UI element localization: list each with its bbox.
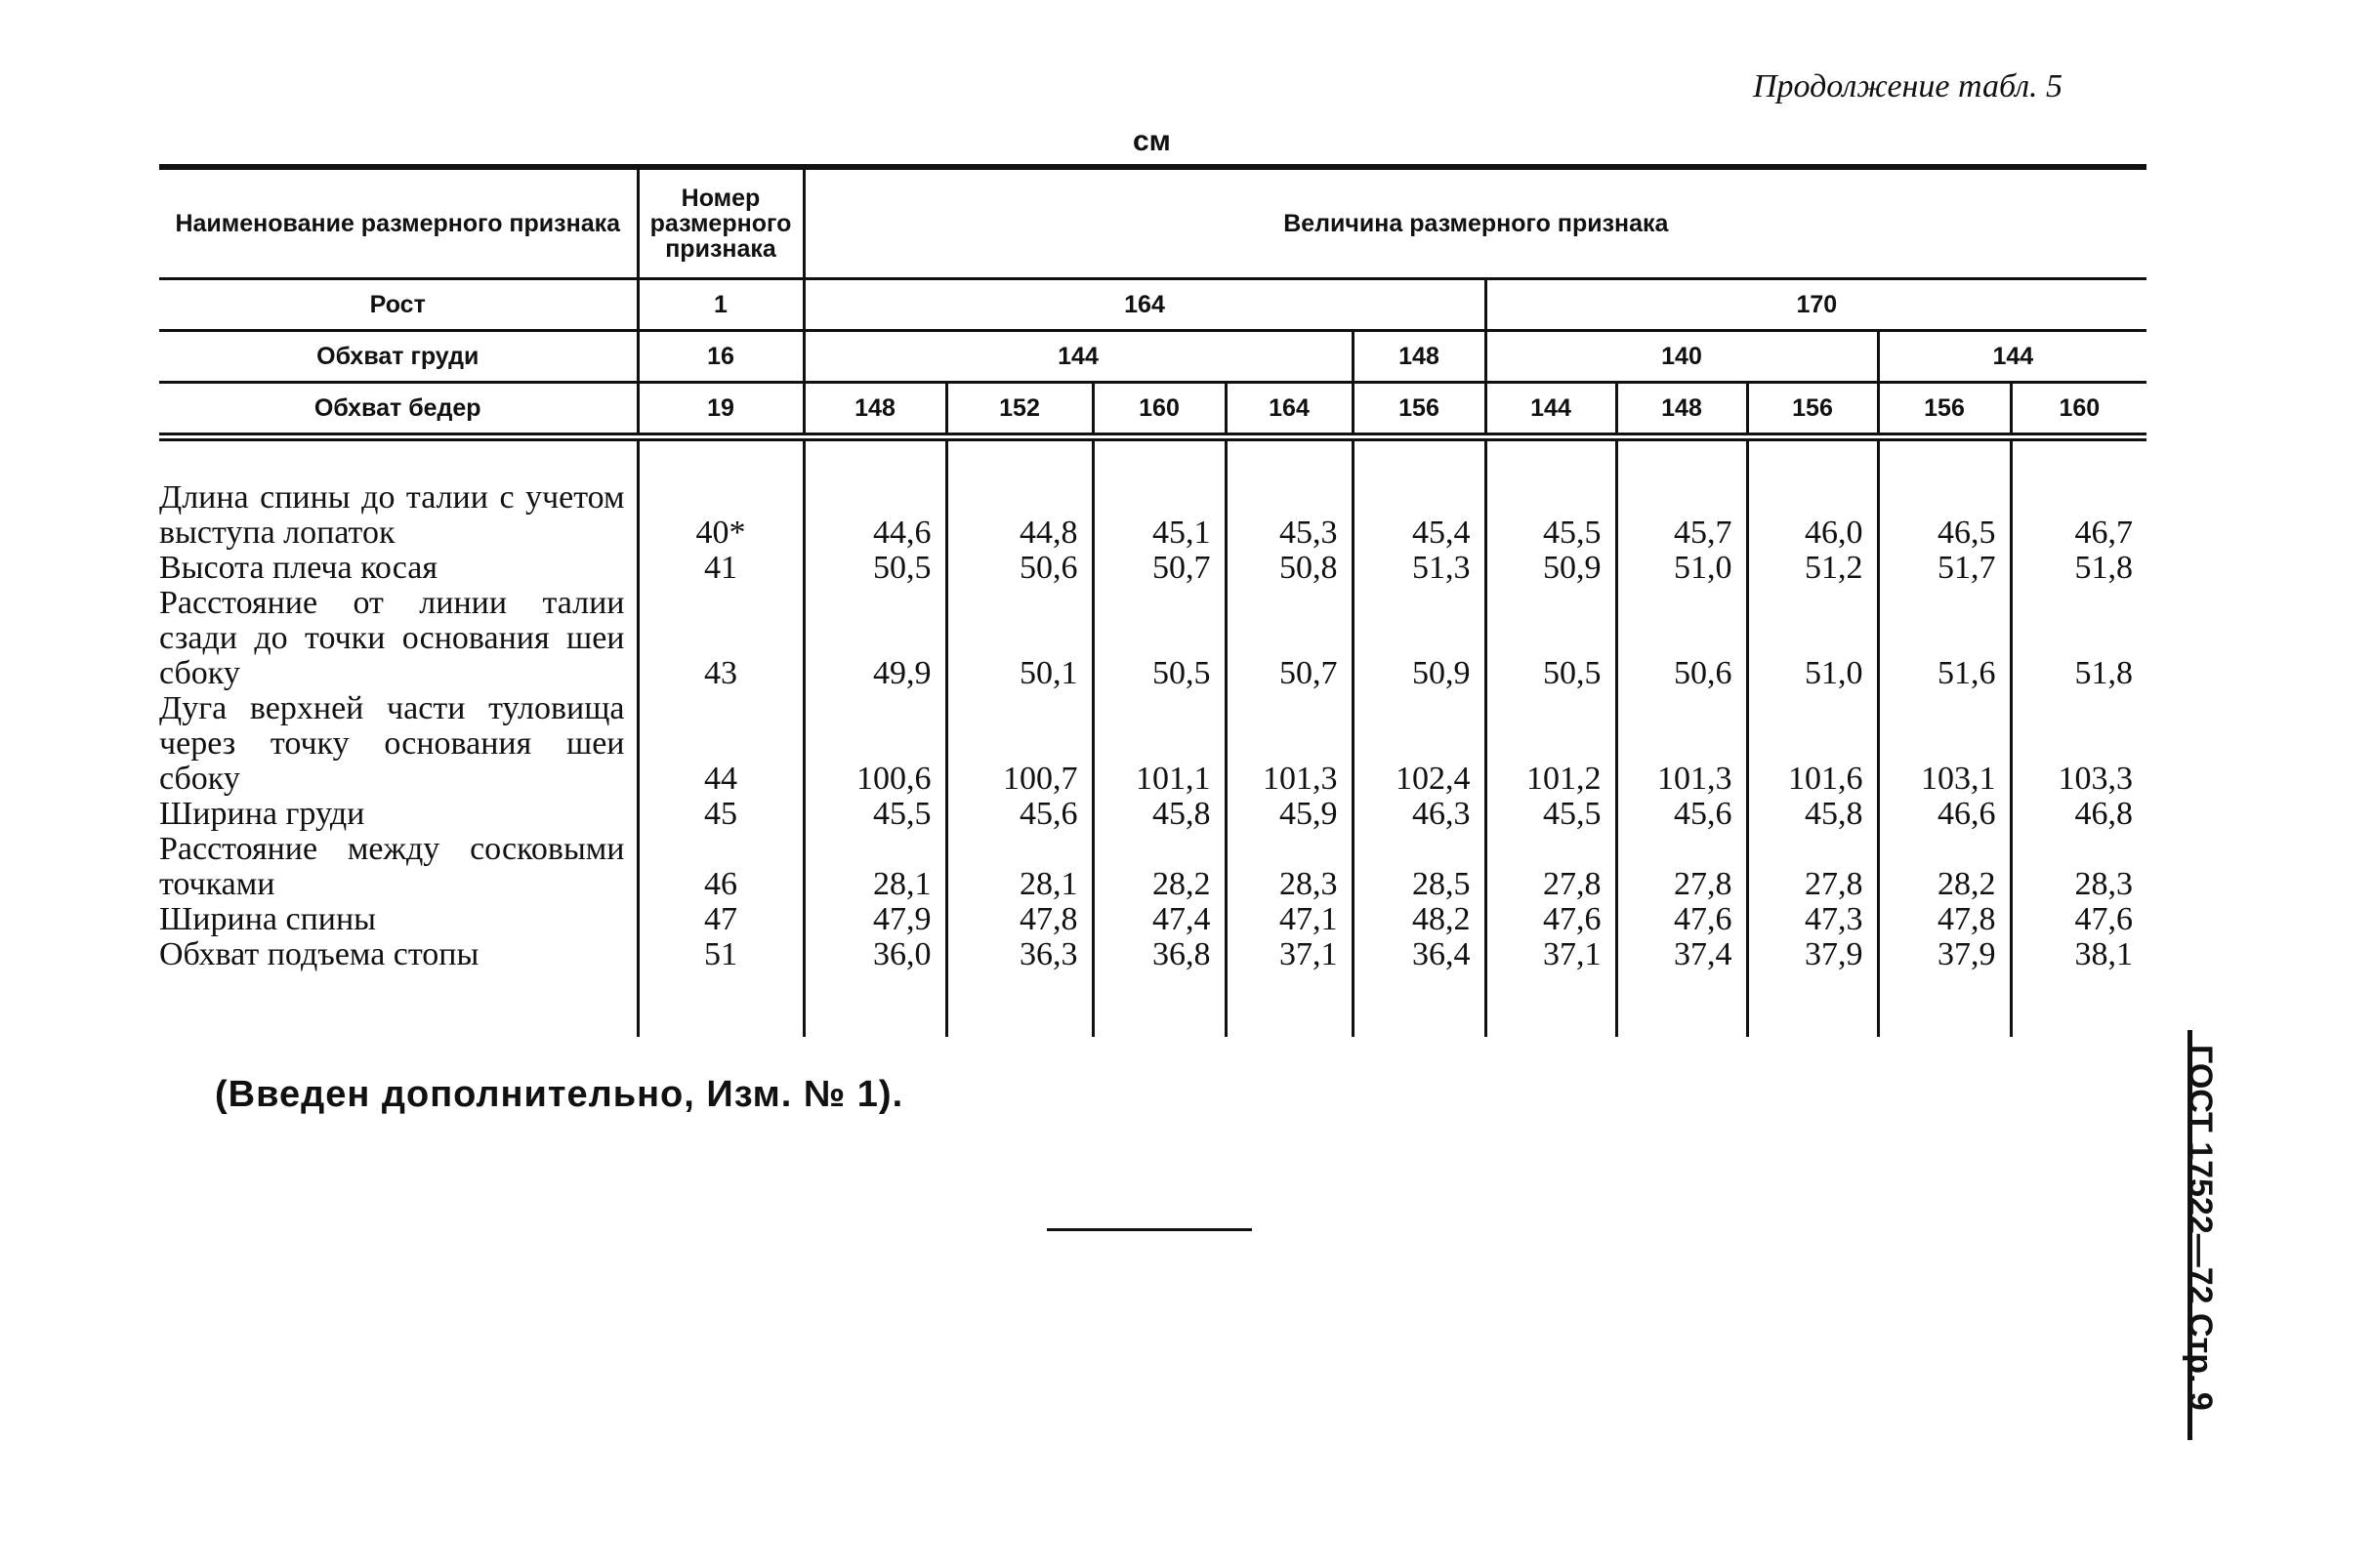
row-value: 45,8 [1747,797,1878,832]
chest-group: 144 [1878,331,2146,383]
row-value: 48,2 [1353,902,1485,937]
spacer-cell [1485,441,1616,480]
row-value: 36,3 [946,937,1093,972]
table-row [159,937,2146,972]
spacer-cell [1353,441,1485,480]
row-value: 28,2 [1093,832,1226,902]
spacer-cell [946,441,1093,480]
hips-number: 19 [638,383,804,434]
spacer-cell [638,441,804,480]
row-value: 46,3 [1353,797,1485,832]
row-name: Ширина груди [159,797,638,832]
end-rule [1047,1228,1252,1231]
row-number: 41 [638,551,804,586]
rost-group: 164 [804,279,1485,331]
row-value: 47,6 [1485,902,1616,937]
row-value: 37,1 [1485,937,1616,972]
row-value: 46,6 [1878,797,2011,832]
row-value: 101,3 [1616,691,1747,797]
row-value: 38,1 [2074,936,2133,972]
table-row [159,480,2146,551]
row-value: 51,3 [1353,551,1485,586]
row-value: 47,8 [1878,902,2011,937]
row-name: Обхват подъема стопы [159,937,638,972]
spacer-cell [1747,441,1878,480]
row-value: 45,4 [1353,480,1485,551]
row-value: 50,5 [804,551,946,586]
row-value: 45,8 [1093,797,1226,832]
rost-label: Рост [159,279,638,331]
row-value: 46,8 [2074,796,2133,832]
row-value: 47,9 [804,902,946,937]
spacer-cell [1747,972,1878,1037]
row-value: 47,4 [1093,902,1226,937]
row-name: Расстояние между сосковыми точками [159,832,638,902]
row-value: 37,9 [1878,937,2011,972]
side-label: ГОСТ 17522—72 Стр. 9 [2182,1045,2219,1411]
row-value: 28,2 [1878,832,2011,902]
row-value: 28,1 [804,832,946,902]
row-value: 50,9 [1353,586,1485,691]
row-value: 27,8 [1616,832,1747,902]
row-name: Ширина спины [159,902,638,937]
chest-number: 16 [638,331,804,383]
row-value: 45,6 [946,797,1093,832]
row-value: 51,6 [1878,586,2011,691]
row-value: 45,7 [1616,480,1747,551]
row-value: 50,7 [1226,586,1353,691]
row-value: 46,5 [1878,480,2011,551]
spacer-cell [946,972,1093,1037]
header-number-col: Номер размерного признака [638,167,804,279]
row-value: 46,7 [2074,515,2133,551]
row-value: 45,3 [1226,480,1353,551]
row-number: 44 [638,691,804,797]
row-value: 27,8 [1747,832,1878,902]
spacer-cell [159,972,638,1037]
spacer-cell [804,441,946,480]
row-value: 36,8 [1093,937,1226,972]
row-value: 36,0 [804,937,946,972]
table-row [159,586,2146,691]
spacer-cell [1226,441,1353,480]
row-number: 47 [638,902,804,937]
row-value: 45,5 [804,797,946,832]
hips-value: 156 [1747,383,1878,434]
spacer-cell [1093,441,1226,480]
row-value: 28,1 [946,832,1093,902]
chest-group: 148 [1353,331,1485,383]
spacer-cell [2011,972,2146,1037]
spacer-cell [804,972,946,1037]
row-value: 36,4 [1353,937,1485,972]
row-value: 101,6 [1747,691,1878,797]
row-value: 47,6 [1616,902,1747,937]
hips-value: 144 [1485,383,1616,434]
unit-label: см [1133,125,1171,157]
row-number: 43 [638,586,804,691]
row-value: 46,0 [1747,480,1878,551]
hips-value: 160 [2011,383,2146,434]
row-value: 44,8 [946,480,1093,551]
spacer-cell [1353,972,1485,1037]
row-value: 45,1 [1093,480,1226,551]
hips-value: 152 [946,383,1093,434]
row-value: 47,8 [946,902,1093,937]
row-value: 28,5 [1353,832,1485,902]
row-value: 102,4 [1353,691,1485,797]
rost-number: 1 [638,279,804,331]
table-row [159,691,2146,797]
row-name: Длина спины до талии с учетом выступа лопаток [159,480,638,551]
row-value: 47,1 [1226,902,1353,937]
table-row [159,551,2146,586]
row-number: 46 [638,832,804,902]
row-value: 50,6 [946,551,1093,586]
row-value: 45,5 [1485,797,1616,832]
row-value: 37,4 [1616,937,1747,972]
chest-group: 144 [804,331,1353,383]
row-value: 51,8 [2074,655,2133,691]
row-value: 47,6 [2074,901,2133,937]
table-row [159,902,2146,937]
row-name: Расстояние от линии талии сзади до точки основания шеи сбоку [159,586,638,691]
header-name-col: Наименование размерного признака [159,167,638,279]
row-value: 51,0 [1616,551,1747,586]
row-value: 51,2 [1747,551,1878,586]
table-body [159,441,2146,1037]
row-value: 50,8 [1226,551,1353,586]
spacer-cell [1485,972,1616,1037]
spacer-cell [1226,972,1353,1037]
row-value: 45,6 [1616,797,1747,832]
spacer-cell [1878,441,2011,480]
row-value: 103,3 [2058,761,2133,797]
row-value: 100,7 [946,691,1093,797]
row-value: 101,2 [1485,691,1616,797]
row-value: 101,3 [1226,691,1353,797]
row-value: 47,3 [1747,902,1878,937]
row-name: Дуга верхней части туловища через точку основания шеи сбоку [159,691,638,797]
table-row [159,832,2146,902]
chest-label: Обхват груди [159,331,638,383]
row-value: 51,8 [2074,550,2133,586]
row-number: 45 [638,797,804,832]
spacer-cell [159,441,638,480]
row-value: 100,6 [804,691,946,797]
footnote: (Введен дополнительно, Изм. № 1). [215,1074,904,1115]
row-value: 50,5 [1093,586,1226,691]
row-value: 101,1 [1093,691,1226,797]
hips-value: 148 [1616,383,1747,434]
row-value: 28,3 [1226,832,1353,902]
spacer-cell [1616,441,1747,480]
continuation-label: Продолжение табл. 5 [1753,68,2063,104]
row-value: 51,0 [1747,586,1878,691]
row-value: 27,8 [1485,832,1616,902]
row-value: 50,5 [1485,586,1616,691]
row-value: 49,9 [804,586,946,691]
size-table [159,164,2146,1037]
hips-value: 148 [804,383,946,434]
table-header [159,164,2146,435]
header-values-col: Величина размерного признака [804,167,2146,279]
hips-label: Обхват бедер [159,383,638,434]
hips-value: 160 [1093,383,1226,434]
spacer-cell [638,972,804,1037]
row-value: 50,6 [1616,586,1747,691]
row-value: 50,7 [1093,551,1226,586]
row-number: 40* [638,480,804,551]
spacer-cell [1878,972,2011,1037]
row-number: 51 [638,937,804,972]
row-value: 28,3 [2074,866,2133,902]
row-name: Высота плеча косая [159,551,638,586]
row-value: 51,7 [1878,551,2011,586]
spacer-cell [1616,972,1747,1037]
hips-value: 164 [1226,383,1353,434]
row-value: 37,9 [1747,937,1878,972]
rost-group: 170 [1485,279,2146,331]
chest-group: 140 [1485,331,1878,383]
row-value: 44,6 [804,480,946,551]
row-value: 45,9 [1226,797,1353,832]
row-value: 45,5 [1485,480,1616,551]
hips-value: 156 [1353,383,1485,434]
spacer-cell [1093,972,1226,1037]
spacer-cell [2011,441,2146,480]
row-value: 50,9 [1485,551,1616,586]
row-value: 50,1 [946,586,1093,691]
row-value: 103,1 [1878,691,2011,797]
table-row [159,797,2146,832]
row-value: 37,1 [1226,937,1353,972]
hips-value: 156 [1878,383,2011,434]
